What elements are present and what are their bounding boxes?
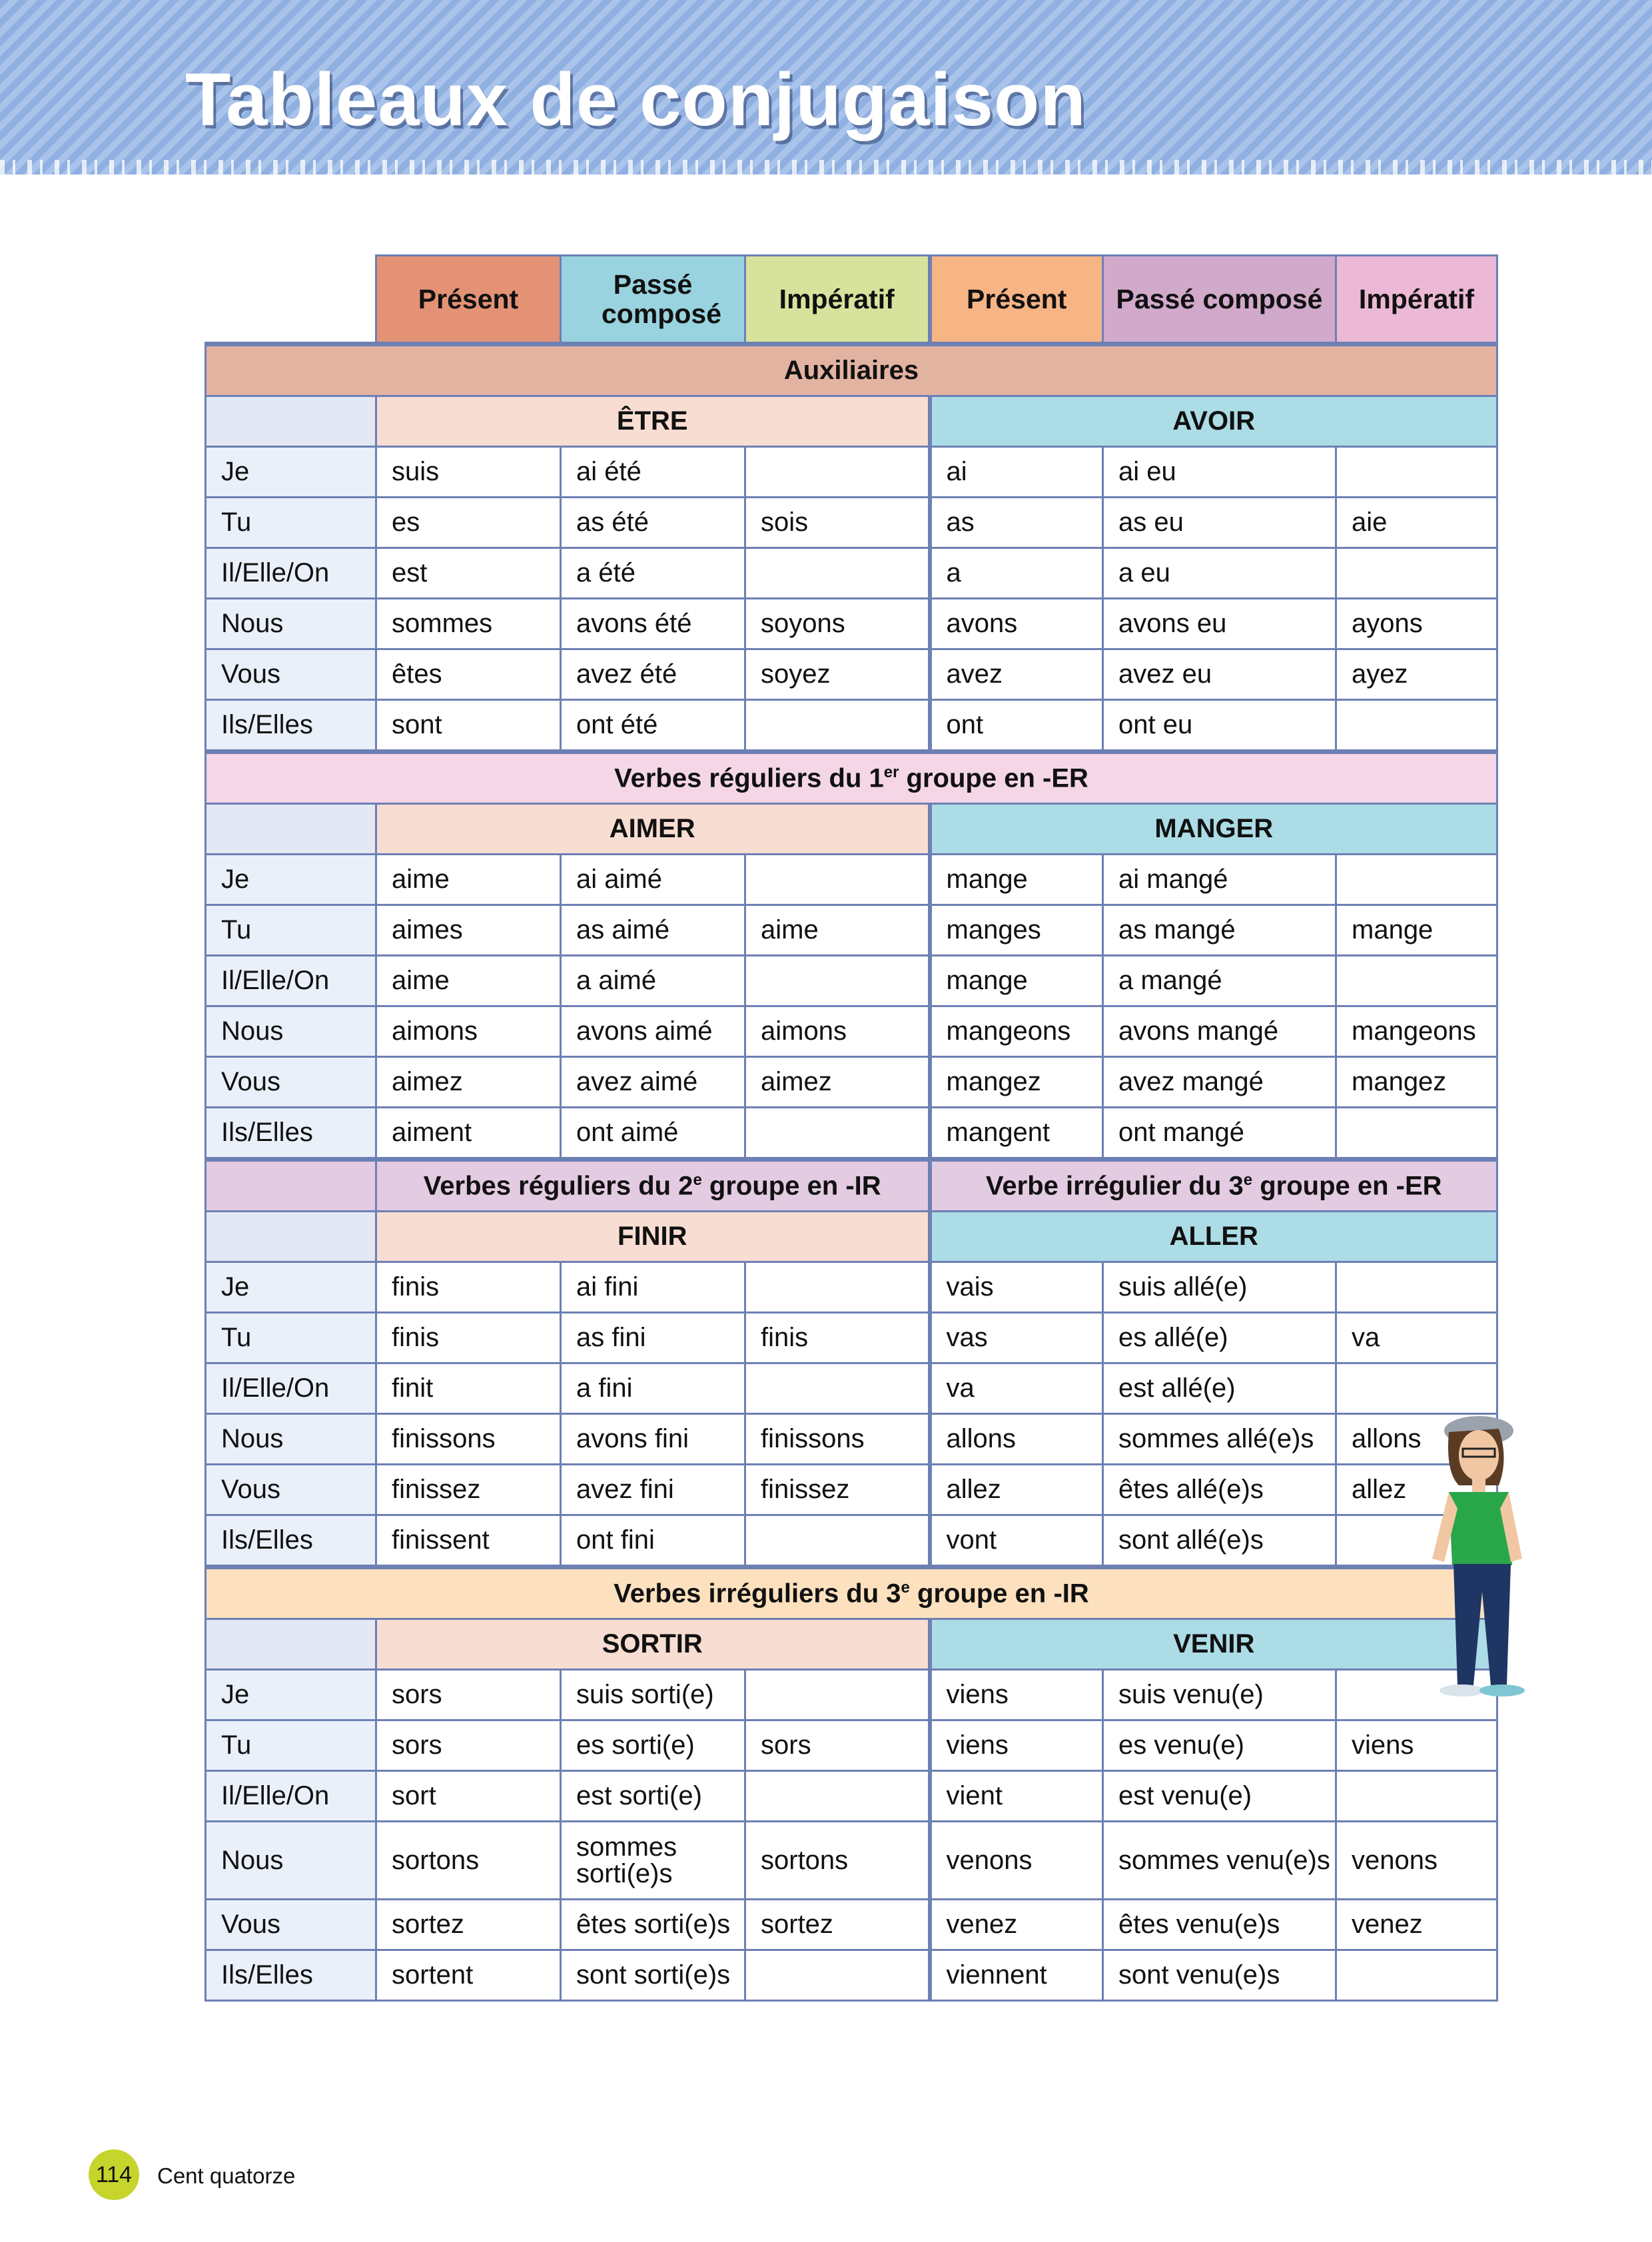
conjugation-cell: avons: [930, 599, 1103, 649]
conjugation-cell: sors: [745, 1720, 930, 1771]
conjugation-row: [206, 956, 1497, 1006]
pronoun-cell: Nous: [206, 1414, 376, 1465]
conjugation-cell: as aimé: [561, 905, 745, 956]
ordinal-suffix: e: [901, 1578, 910, 1597]
conjugation-cell: ai: [930, 447, 1103, 498]
ordinal-suffix: er: [883, 763, 899, 781]
section-title-text: Verbe irrégulier du 3: [985, 1171, 1244, 1201]
conjugation-cell: manges: [930, 905, 1103, 956]
conjugation-cell: viens: [1336, 1720, 1497, 1771]
conjugation-cell: avez mangé: [1103, 1057, 1336, 1108]
conjugation-cell: venons: [930, 1822, 1103, 1900]
tense-header-row: [206, 256, 1497, 344]
conjugation-cell: viens: [930, 1720, 1103, 1771]
verb-header-row: [206, 1212, 1497, 1262]
pronoun-cell: Je: [206, 447, 376, 498]
conjugation-cell: aiment: [376, 1108, 561, 1160]
conjugation-cell: allez: [1336, 1465, 1497, 1515]
pronoun-cell: Il/Elle/On: [206, 548, 376, 599]
conjugation-row: [206, 498, 1497, 548]
conjugation-cell: sortez: [376, 1900, 561, 1950]
pronoun-cell: Nous: [206, 1822, 376, 1900]
conjugation-cell: [1336, 1950, 1497, 2001]
conjugation-row: [206, 1900, 1497, 1950]
conjugation-cell: est: [376, 548, 561, 599]
conjugation-cell: as fini: [561, 1313, 745, 1363]
pronoun-cell: Nous: [206, 599, 376, 649]
conjugation-cell: sommes venu(e)s: [1103, 1822, 1336, 1900]
conjugation-cell: aimons: [376, 1006, 561, 1057]
conjugation-cell: soyez: [745, 649, 930, 700]
pronoun-cell: Vous: [206, 1057, 376, 1108]
conjugation-cell: vient: [930, 1771, 1103, 1822]
conjugation-cell: va: [930, 1363, 1103, 1414]
column-header: Impératif: [1336, 256, 1497, 344]
conjugation-cell: suis sorti(e): [561, 1670, 745, 1720]
conjugation-cell: vais: [930, 1262, 1103, 1313]
conjugation-cell: venez: [930, 1900, 1103, 1950]
conjugation-cell: as été: [561, 498, 745, 548]
conjugation-row: [206, 649, 1497, 700]
empty-cell: [206, 1212, 376, 1262]
conjugation-cell: viens: [930, 1670, 1103, 1720]
section-title: [206, 752, 1497, 804]
conjugation-row: [206, 1822, 1497, 1900]
conjugation-cell: mange: [930, 956, 1103, 1006]
conjugation-cell: [1336, 1771, 1497, 1822]
conjugation-cell: ont été: [561, 700, 745, 752]
conjugation-row: [206, 599, 1497, 649]
column-header: Présent: [376, 256, 561, 344]
conjugation-cell: sois: [745, 498, 930, 548]
pronoun-cell: Tu: [206, 1313, 376, 1363]
section-title-text: Verbes réguliers du 2: [423, 1171, 693, 1201]
conjugation-row: [206, 1057, 1497, 1108]
conjugation-cell: a aimé: [561, 956, 745, 1006]
section-title-text: Verbes irréguliers du 3: [614, 1579, 901, 1609]
conjugation-cell: allons: [1336, 1414, 1497, 1465]
pronoun-cell: Il/Elle/On: [206, 1363, 376, 1414]
conjugation-cell: a eu: [1103, 548, 1336, 599]
conjugation-cell: [1336, 956, 1497, 1006]
conjugation-cell: [1336, 447, 1497, 498]
conjugation-cell: sortent: [376, 1950, 561, 2001]
conjugation-cell: avons aimé: [561, 1006, 745, 1057]
conjugation-cell: mangez: [930, 1057, 1103, 1108]
conjugation-cell: mangeons: [1336, 1006, 1497, 1057]
conjugation-row: [206, 1465, 1497, 1515]
section-title-text: groupe en -ER: [899, 763, 1088, 793]
conjugation-cell: aimez: [745, 1057, 930, 1108]
conjugation-cell: [745, 1108, 930, 1160]
conjugation-cell: avons eu: [1103, 599, 1336, 649]
conjugation-cell: sommes: [376, 599, 561, 649]
conjugation-row: [206, 1515, 1497, 1567]
conjugation-cell: [745, 956, 930, 1006]
conjugation-cell: finissons: [745, 1414, 930, 1465]
conjugation-cell: [745, 1515, 930, 1567]
conjugation-cell: as mangé: [1103, 905, 1336, 956]
conjugation-cell: es sorti(e): [561, 1720, 745, 1771]
empty-corner: [206, 256, 376, 344]
pronoun-cell: Tu: [206, 1720, 376, 1771]
conjugation-cell: finis: [745, 1313, 930, 1363]
verb-header-row: [206, 804, 1497, 855]
conjugation-row: [206, 1720, 1497, 1771]
conjugation-cell: [745, 1262, 930, 1313]
conjugation-cell: [745, 1771, 930, 1822]
pronoun-cell: Vous: [206, 1900, 376, 1950]
conjugation-cell: sont allé(e)s: [1103, 1515, 1336, 1567]
empty-cell: [206, 804, 376, 855]
conjugation-row: [206, 1262, 1497, 1313]
verb-name: AVOIR: [930, 396, 1497, 447]
page-number-badge: 114: [89, 2149, 139, 2200]
verb-name: ÊTRE: [376, 396, 930, 447]
conjugation-cell: avez fini: [561, 1465, 745, 1515]
section-title: [206, 1567, 1497, 1619]
conjugation-cell: finissez: [376, 1465, 561, 1515]
section-title-text: groupe en -IR: [909, 1579, 1089, 1609]
conjugation-cell: avez aimé: [561, 1057, 745, 1108]
conjugation-cell: avons fini: [561, 1414, 745, 1465]
section-header-row: [206, 344, 1497, 396]
conjugation-cell: aimes: [376, 905, 561, 956]
column-header: Passé composé: [561, 256, 745, 344]
verb-name: SORTIR: [376, 1619, 930, 1670]
conjugation-row: [206, 1313, 1497, 1363]
conjugation-cell: sortons: [745, 1822, 930, 1900]
conjugation-cell: avons été: [561, 599, 745, 649]
conjugation-cell: aimons: [745, 1006, 930, 1057]
conjugation-cell: [745, 447, 930, 498]
conjugation-cell: ont aimé: [561, 1108, 745, 1160]
conjugation-cell: aimez: [376, 1057, 561, 1108]
conjugation-cell: ont mangé: [1103, 1108, 1336, 1160]
conjugation-row: [206, 1006, 1497, 1057]
conjugation-cell: sont: [376, 700, 561, 752]
conjugation-cell: sont sorti(e)s: [561, 1950, 745, 2001]
conjugation-cell: venez: [1336, 1900, 1497, 1950]
empty-cell: [206, 1619, 376, 1670]
pronoun-cell: Ils/Elles: [206, 700, 376, 752]
conjugation-cell: ont: [930, 700, 1103, 752]
conjugation-cell: finis: [376, 1262, 561, 1313]
conjugation-cell: [745, 700, 930, 752]
verb-name: FINIR: [376, 1212, 930, 1262]
conjugation-cell: êtes venu(e)s: [1103, 1900, 1336, 1950]
conjugation-cell: ont eu: [1103, 700, 1336, 752]
conjugation-cell: ayez: [1336, 649, 1497, 700]
conjugation-row: [206, 905, 1497, 956]
conjugation-row: [206, 1950, 1497, 2001]
conjugation-cell: vas: [930, 1313, 1103, 1363]
conjugation-cell: a mangé: [1103, 956, 1336, 1006]
conjugation-cell: suis allé(e): [1103, 1262, 1336, 1313]
conjugation-cell: suis: [376, 447, 561, 498]
pronoun-cell: Tu: [206, 498, 376, 548]
conjugation-cell: [1336, 1262, 1497, 1313]
conjugation-cell: as: [930, 498, 1103, 548]
conjugation-cell: mangeons: [930, 1006, 1103, 1057]
section-title: [206, 344, 1497, 396]
conjugation-cell: vont: [930, 1515, 1103, 1567]
conjugation-cell: avez: [930, 649, 1103, 700]
verb-header-row: [206, 1619, 1497, 1670]
conjugation-cell: [745, 1950, 930, 2001]
section-title-text: groupe en -IR: [701, 1171, 881, 1201]
column-header: Passé composé: [1103, 256, 1336, 344]
conjugation-cell: [745, 548, 930, 599]
conjugation-cell: ai fini: [561, 1262, 745, 1313]
verb-name: VENIR: [930, 1619, 1497, 1670]
section-title-text: groupe en -ER: [1252, 1171, 1442, 1201]
conjugation-cell: ai mangé: [1103, 855, 1336, 905]
conjugation-cell: suis venu(e): [1103, 1670, 1336, 1720]
student-illustration: [1419, 1392, 1565, 1712]
conjugation-row: [206, 447, 1497, 498]
conjugation-cell: [1336, 548, 1497, 599]
conjugation-cell: sortez: [745, 1900, 930, 1950]
section-header-row: [206, 1160, 1497, 1212]
conjugation-cell: finissent: [376, 1515, 561, 1567]
conjugation-cell: sortons: [376, 1822, 561, 1900]
conjugation-cell: sors: [376, 1720, 561, 1771]
section-title-text: Verbes réguliers du 1: [614, 763, 884, 793]
conjugation-row: [206, 700, 1497, 752]
empty-cell: [206, 1160, 376, 1212]
conjugation-cell: allons: [930, 1414, 1103, 1465]
conjugation-cell: es allé(e): [1103, 1313, 1336, 1363]
conjugation-cell: aime: [376, 956, 561, 1006]
conjugation-cell: est venu(e): [1103, 1771, 1336, 1822]
conjugation-cell: avez été: [561, 649, 745, 700]
pronoun-cell: Je: [206, 855, 376, 905]
conjugation-cell: a: [930, 548, 1103, 599]
conjugation-cell: finit: [376, 1363, 561, 1414]
pronoun-cell: Je: [206, 1262, 376, 1313]
page-number-words: Cent quatorze: [157, 2163, 296, 2188]
conjugation-cell: [1336, 1108, 1497, 1160]
conjugation-cell: a fini: [561, 1363, 745, 1414]
verb-name: AIMER: [376, 804, 930, 855]
pronoun-cell: Je: [206, 1670, 376, 1720]
conjugation-cell: avez eu: [1103, 649, 1336, 700]
verb-name: ALLER: [930, 1212, 1497, 1262]
conjugation-cell: [745, 1670, 930, 1720]
ordinal-suffix: e: [1243, 1170, 1253, 1189]
conjugation-cell: aie: [1336, 498, 1497, 548]
conjugation-cell: [1336, 855, 1497, 905]
conjugation-cell: a été: [561, 548, 745, 599]
conjugation-cell: ai aimé: [561, 855, 745, 905]
pronoun-cell: Vous: [206, 1465, 376, 1515]
conjugation-cell: avons mangé: [1103, 1006, 1336, 1057]
conjugation-cell: soyons: [745, 599, 930, 649]
conjugation-cell: sort: [376, 1771, 561, 1822]
conjugation-cell: viennent: [930, 1950, 1103, 2001]
column-header: Impératif: [745, 256, 930, 344]
page-title: Tableaux de conjugaison: [185, 58, 1086, 141]
conjugation-row: [206, 855, 1497, 905]
conjugation-cell: allez: [930, 1465, 1103, 1515]
conjugation-cell: finissons: [376, 1414, 561, 1465]
conjugation-cell: aime: [745, 905, 930, 956]
conjugation-cell: sont venu(e)s: [1103, 1950, 1336, 2001]
verb-name: MANGER: [930, 804, 1497, 855]
conjugation-cell: êtes: [376, 649, 561, 700]
section-header-row: [206, 1567, 1497, 1619]
conjugation-cell: mange: [1336, 905, 1497, 956]
pronoun-cell: Ils/Elles: [206, 1515, 376, 1567]
ordinal-suffix: e: [693, 1170, 702, 1189]
conjugation-cell: as eu: [1103, 498, 1336, 548]
pronoun-cell: Tu: [206, 905, 376, 956]
conjugation-cell: es: [376, 498, 561, 548]
section-title: [376, 1160, 930, 1212]
conjugation-cell: aime: [376, 855, 561, 905]
conjugation-cell: sommes sorti(e)s: [561, 1822, 745, 1900]
conjugation-row: [206, 1108, 1497, 1160]
pronoun-cell: Il/Elle/On: [206, 1771, 376, 1822]
pronoun-cell: Ils/Elles: [206, 1108, 376, 1160]
conjugation-cell: êtes allé(e)s: [1103, 1465, 1336, 1515]
pronoun-cell: Il/Elle/On: [206, 956, 376, 1006]
conjugation-cell: finissez: [745, 1465, 930, 1515]
conjugation-cell: [745, 855, 930, 905]
conjugation-cell: [1336, 700, 1497, 752]
conjugation-cell: sommes allé(e)s: [1103, 1414, 1336, 1465]
conjugation-cell: es venu(e): [1103, 1720, 1336, 1771]
conjugation-row: [206, 1363, 1497, 1414]
conjugation-cell: venons: [1336, 1822, 1497, 1900]
conjugation-cell: est sorti(e): [561, 1771, 745, 1822]
conjugation-cell: ont fini: [561, 1515, 745, 1567]
verb-header-row: [206, 396, 1497, 447]
conjugation-cell: mangent: [930, 1108, 1103, 1160]
conjugation-cell: sors: [376, 1670, 561, 1720]
section-header-row: [206, 752, 1497, 804]
conjugation-cell: va: [1336, 1313, 1497, 1363]
section-title-text: Auxiliaires: [783, 356, 919, 385]
conjugation-cell: ai eu: [1103, 447, 1336, 498]
conjugation-cell: mangez: [1336, 1057, 1497, 1108]
pronoun-cell: Ils/Elles: [206, 1950, 376, 2001]
conjugation-row: [206, 1771, 1497, 1822]
conjugation-cell: ayons: [1336, 599, 1497, 649]
column-header: Présent: [930, 256, 1103, 344]
pronoun-cell: Vous: [206, 649, 376, 700]
conjugation-cell: [745, 1363, 930, 1414]
section-title: [930, 1160, 1497, 1212]
conjugation-row: [206, 548, 1497, 599]
pronoun-cell: Nous: [206, 1006, 376, 1057]
conjugation-cell: mange: [930, 855, 1103, 905]
conjugation-cell: finis: [376, 1313, 561, 1363]
conjugation-cell: ai été: [561, 447, 745, 498]
conjugation-cell: êtes sorti(e)s: [561, 1900, 745, 1950]
conjugation-cell: est allé(e): [1103, 1363, 1336, 1414]
conjugation-row: [206, 1414, 1497, 1465]
conjugation-table: [205, 254, 1498, 2002]
conjugation-row: [206, 1670, 1497, 1720]
empty-cell: [206, 396, 376, 447]
